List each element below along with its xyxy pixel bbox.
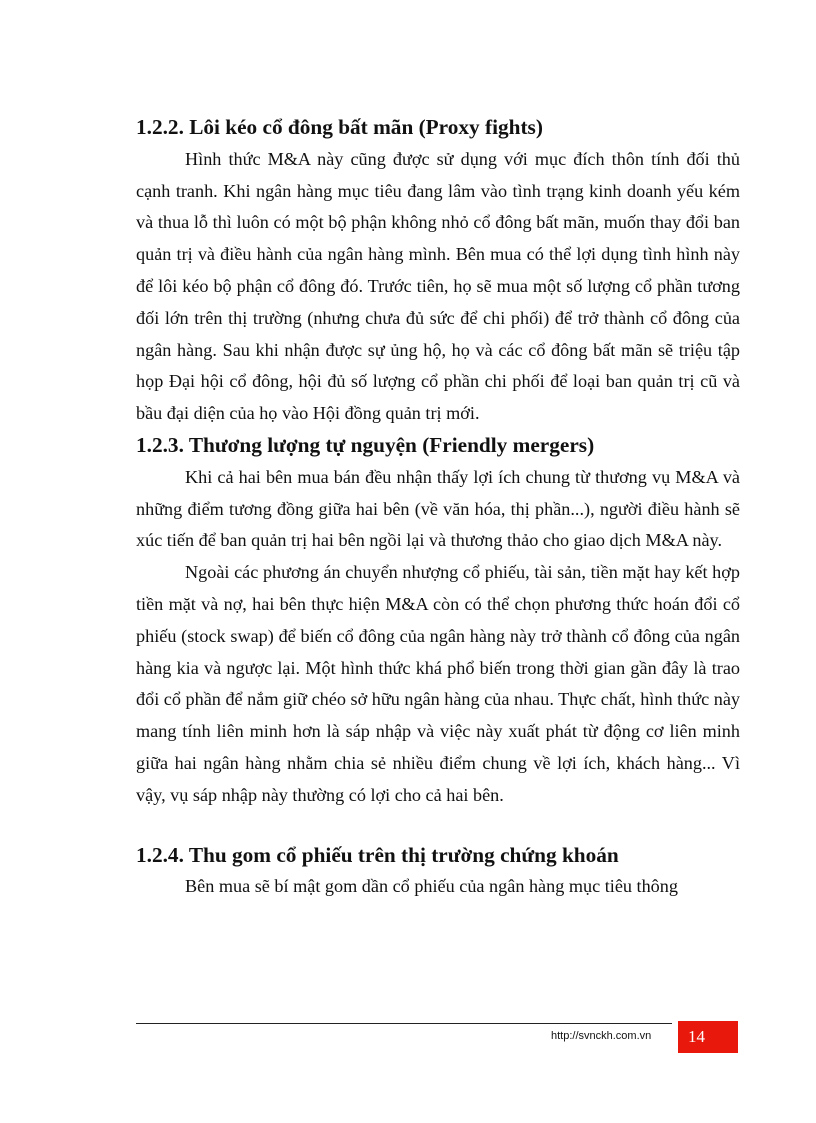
paragraph-friendly-mergers-detail: Ngoài các phương án chuyển nhượng cổ phiếu, tài sản, tiền mặt hay kết hợp tiền mặt và nợ, hai bên thực hiện M&A còn có thể chọn phương thức hoán đổi cổ phiếu (stock swap) để biến cổ đông của ngân hàng này trở thành cổ đông của ngân hàng kia và ngược lại. Một hình thức khá phổ biến trong thời gian gần đây là trao đổi cổ phần để nắm giữ chéo sở hữu ngân hàng của nhau. Thực chất, hình thức này mang tính liên minh hơn là sáp nhập và việc này xuất phát từ động cơ liên minh giữa hai ngân hàng nhằm chia sẻ nhiều điểm chung về lợi ích, khách hàng... Vì vậy, vụ sáp nhập này thường có lợi cho cả hai bên. [136, 562, 740, 805]
page-number: 14 [688, 1027, 705, 1046]
paragraph-friendly-mergers-intro: Khi cả hai bên mua bán đều nhận thấy lợi ích chung từ thương vụ M&A và những điểm tương đồng giữa hai bên (về văn hóa, thị phần...), người điều hành sẽ xúc tiến để ban quản trị hai bên ngồi lại và thương thảo cho giao dịch M&A này. [136, 466, 740, 551]
page-number-badge [678, 1021, 738, 1053]
section-spacer [136, 812, 740, 840]
section-heading-1-2-2: 1.2.2. Lôi kéo cổ đông bất mãn (Proxy fights) [136, 115, 543, 139]
section-heading-1-2-3: 1.2.3. Thương lượng tự nguyện (Friendly mergers) [136, 432, 595, 457]
paragraph-proxy-fights: Hình thức M&A này cũng được sử dụng với mục đích thôn tính đối thủ cạnh tranh. Khi ngân hàng mục tiêu đang lâm vào tình trạng kinh doanh yếu kém và thua lỗ thì luôn có một bộ phận không nhỏ cổ đông bất mãn, muốn thay đổi ban quản trị và điều hành của ngân hàng mình. Bên mua có thể lợi dụng tình hình này để lôi kéo bộ phận cổ đông đó. Trước tiên, họ sẽ mua một số lượng cổ phần tương đối lớn trên thị trường (nhưng chưa đủ sức để chi phối) để trở thành cổ đông của ngân hàng. Sau khi nhận được sự ủng hộ, họ và các cổ đông bất mãn sẽ triệu tập họp Đại hội cổ đông, hội đủ số lượng cổ phần chi phối để loại ban quản trị cũ và bầu đại diện của họ vào Hội đồng quản trị mới. [136, 148, 740, 424]
paragraph-stock-accumulation: Bên mua sẽ bí mật gom dần cổ phiếu của ngân hàng mục tiêu thông [185, 876, 678, 897]
section-heading-1-2-4: 1.2.4. Thu gom cổ phiếu trên thị trường chứng khoán [136, 842, 619, 867]
footer-divider [136, 1023, 672, 1024]
footer-website-link[interactable]: http://svnckh.com.vn [551, 1030, 652, 1042]
page-content [136, 112, 740, 903]
